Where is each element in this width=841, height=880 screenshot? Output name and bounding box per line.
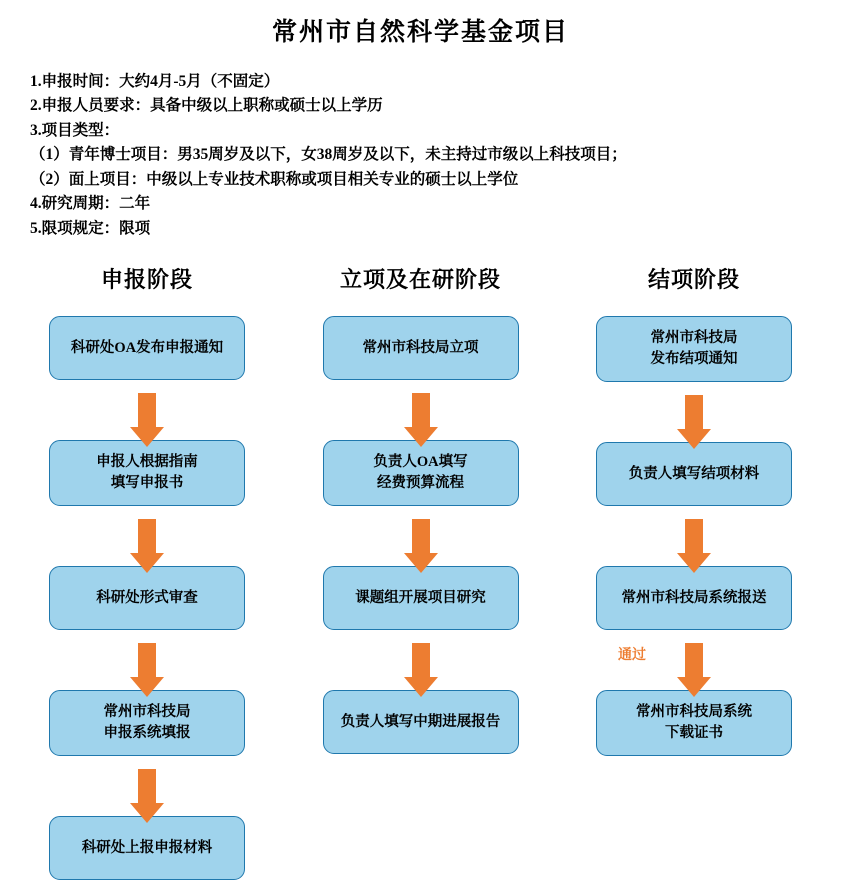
note-line-3: 3.项目类型： [30,121,120,139]
down-arrow-icon [685,643,703,677]
down-arrow-icon [412,643,430,677]
column-application-stage [14,263,280,880]
flow-node[interactable]: 常州市科技局 申报系统填报 [49,690,245,756]
arrow-connector [49,506,245,566]
note-line-6: 4.研究周期：二年 [30,195,151,213]
arrow-connector-labeled [596,630,792,690]
arrow-connector [49,630,245,690]
arrow-connector [596,382,792,442]
arrow-connector [323,380,519,440]
arrow-label: 通过 [618,648,646,664]
page-title: 常州市自然科学基金项目 [271,19,569,46]
flow-node[interactable]: 科研处形式审查 [49,566,245,630]
arrow-connector [323,506,519,566]
note-line-1: 1.申报时间：大约4月-5月（不固定） [30,73,280,90]
notes-block [30,70,841,241]
down-arrow-icon [412,519,430,553]
down-arrow-icon [138,519,156,553]
flow-node[interactable]: 科研处上报申报材料 [49,816,245,880]
flow-node[interactable]: 负责人填写结项材料 [596,442,792,506]
note-line-2: 2.申报人员要求：具备中级以上职称或硕士以上学历 [30,97,383,115]
arrow-connector [49,756,245,816]
flow-node[interactable]: 常州市科技局系统 下载证书 [596,690,792,756]
flow-node[interactable]: 申报人根据指南 填写申报书 [49,440,245,506]
flow-node[interactable]: 科研处OA发布申报通知 [49,316,245,380]
arrow-connector [596,506,792,566]
arrow-connector [49,380,245,440]
flow-node[interactable]: 常州市科技局立项 [323,316,519,380]
down-arrow-icon [685,395,703,429]
down-arrow-icon [412,393,430,427]
flow-node[interactable]: 负责人填写中期进展报告 [323,690,519,754]
column-title: 立项及在研阶段 [339,267,501,293]
flow-node[interactable]: 常州市科技局系统报送 [596,566,792,630]
down-arrow-icon [138,393,156,427]
flow-node[interactable]: 常州市科技局 发布结项通知 [596,316,792,382]
note-line-4: （1）青年博士项目：男35周岁及以下，女38周岁及以下，未主持过市级以上科技项目； [30,146,627,164]
flow-columns [0,263,841,880]
column-title: 结项阶段 [647,267,740,293]
flow-node[interactable]: 负责人OA填写 经费预算流程 [323,440,519,506]
column-completion-stage [561,263,827,880]
down-arrow-icon [138,769,156,803]
note-line-5: （2）面上项目：中级以上专业技术职称或项目相关专业的硕士以上学位 [30,170,519,188]
column-title: 申报阶段 [100,267,193,293]
note-line-7: 5.限项规定：限项 [30,219,151,237]
down-arrow-icon [685,519,703,553]
column-project-research-stage [288,263,554,880]
flow-node[interactable]: 课题组开展项目研究 [323,566,519,630]
arrow-connector [323,630,519,690]
down-arrow-icon [138,643,156,677]
